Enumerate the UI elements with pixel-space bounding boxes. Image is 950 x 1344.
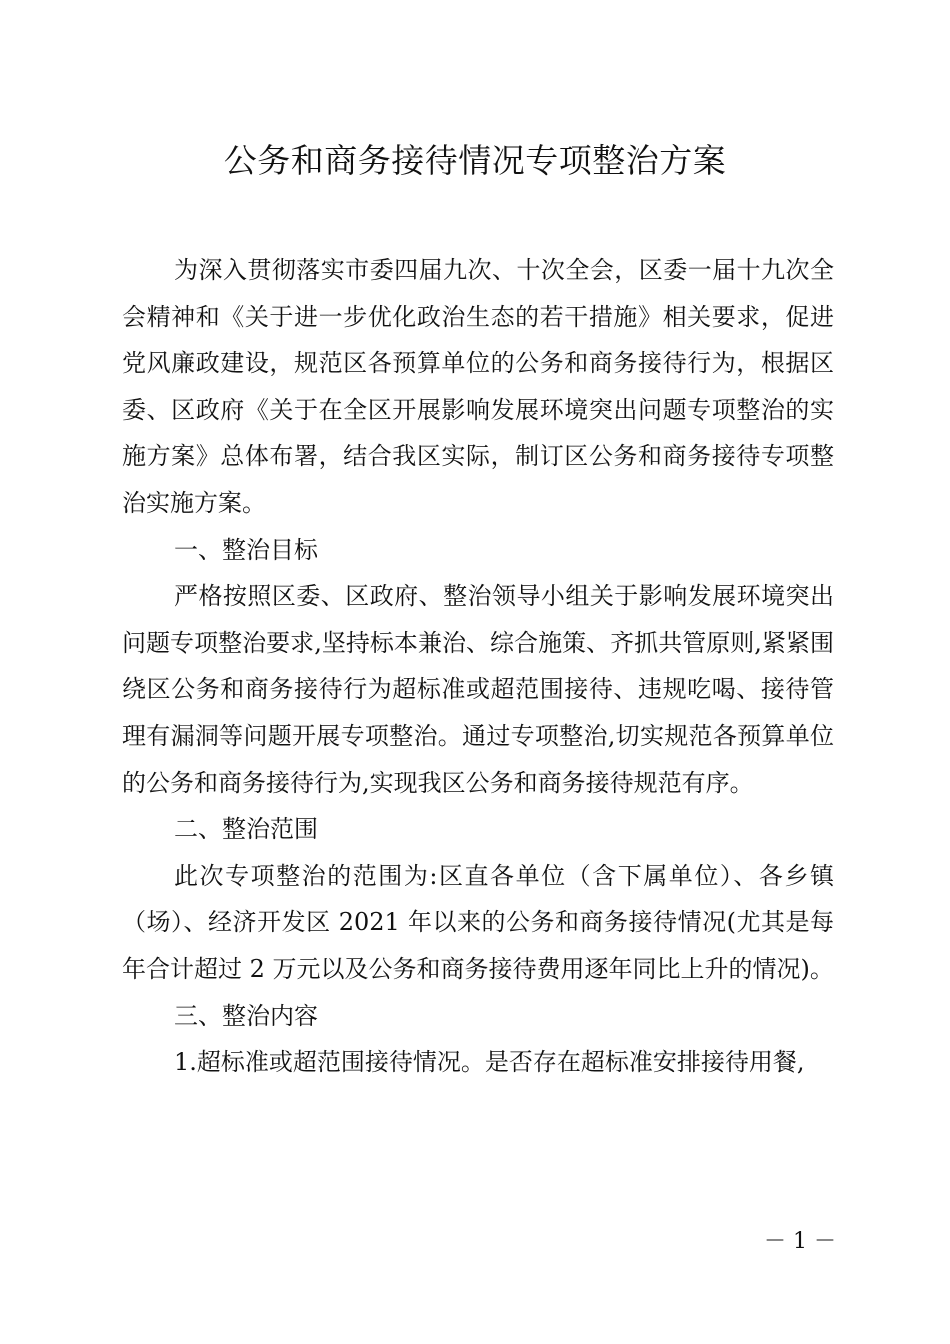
content-paragraph: 1.超标准或超范围接待情况。是否存在超标准安排接待用餐, [174,1048,805,1077]
document-title: 公务和商务接待情况专项整治方案 [223,141,727,180]
goals-paragraph: 严格按照区委、区政府、整治领导小组关于影响发展环境突出问题专项整治要求,坚持标本兼治、综合施策、齐抓共管原则,紧紧围绕区公务和商务接待行为超标准或超范围接待、违规吃喝、接待管理有漏洞等问题开展专项整治。通过专项整治,切实规范各预算单位的公务和商务接待行为,实现我区公务和商务接待规范有序。 [122,582,834,797]
page-number: － 1 － [764,1229,836,1254]
intro-paragraph: 为深入贯彻落实市委四届九次、十次全会，区委一届十九次全会精神和《关于进一步优化政治生态的若干措施》相关要求，促进党风廉政建设，规范区各预算单位的公务和商务接待行为，根据区委、区政府《关于在全区开展影响发展环境突出问题专项整治的实施方案》总体布署，结合我区实际，制订区公务和商务接待专项整治实施方案。 [122,256,834,517]
scope-paragraph: 此次专项整治的范围为:区直各单位（含下属单位）、各乡镇（场）、经济开发区 2021 年以来的公务和商务接待情况(尤其是每年合计超过 2 万元以及公务和商务接待费用逐年同比上升的情况)。 [122,861,834,983]
section-heading-content: 三、整治内容 [174,1001,318,1030]
document-body [122,247,834,1086]
section-heading-scope: 二、整治范围 [174,815,318,844]
section-heading-goals: 一、整治目标 [174,535,318,564]
